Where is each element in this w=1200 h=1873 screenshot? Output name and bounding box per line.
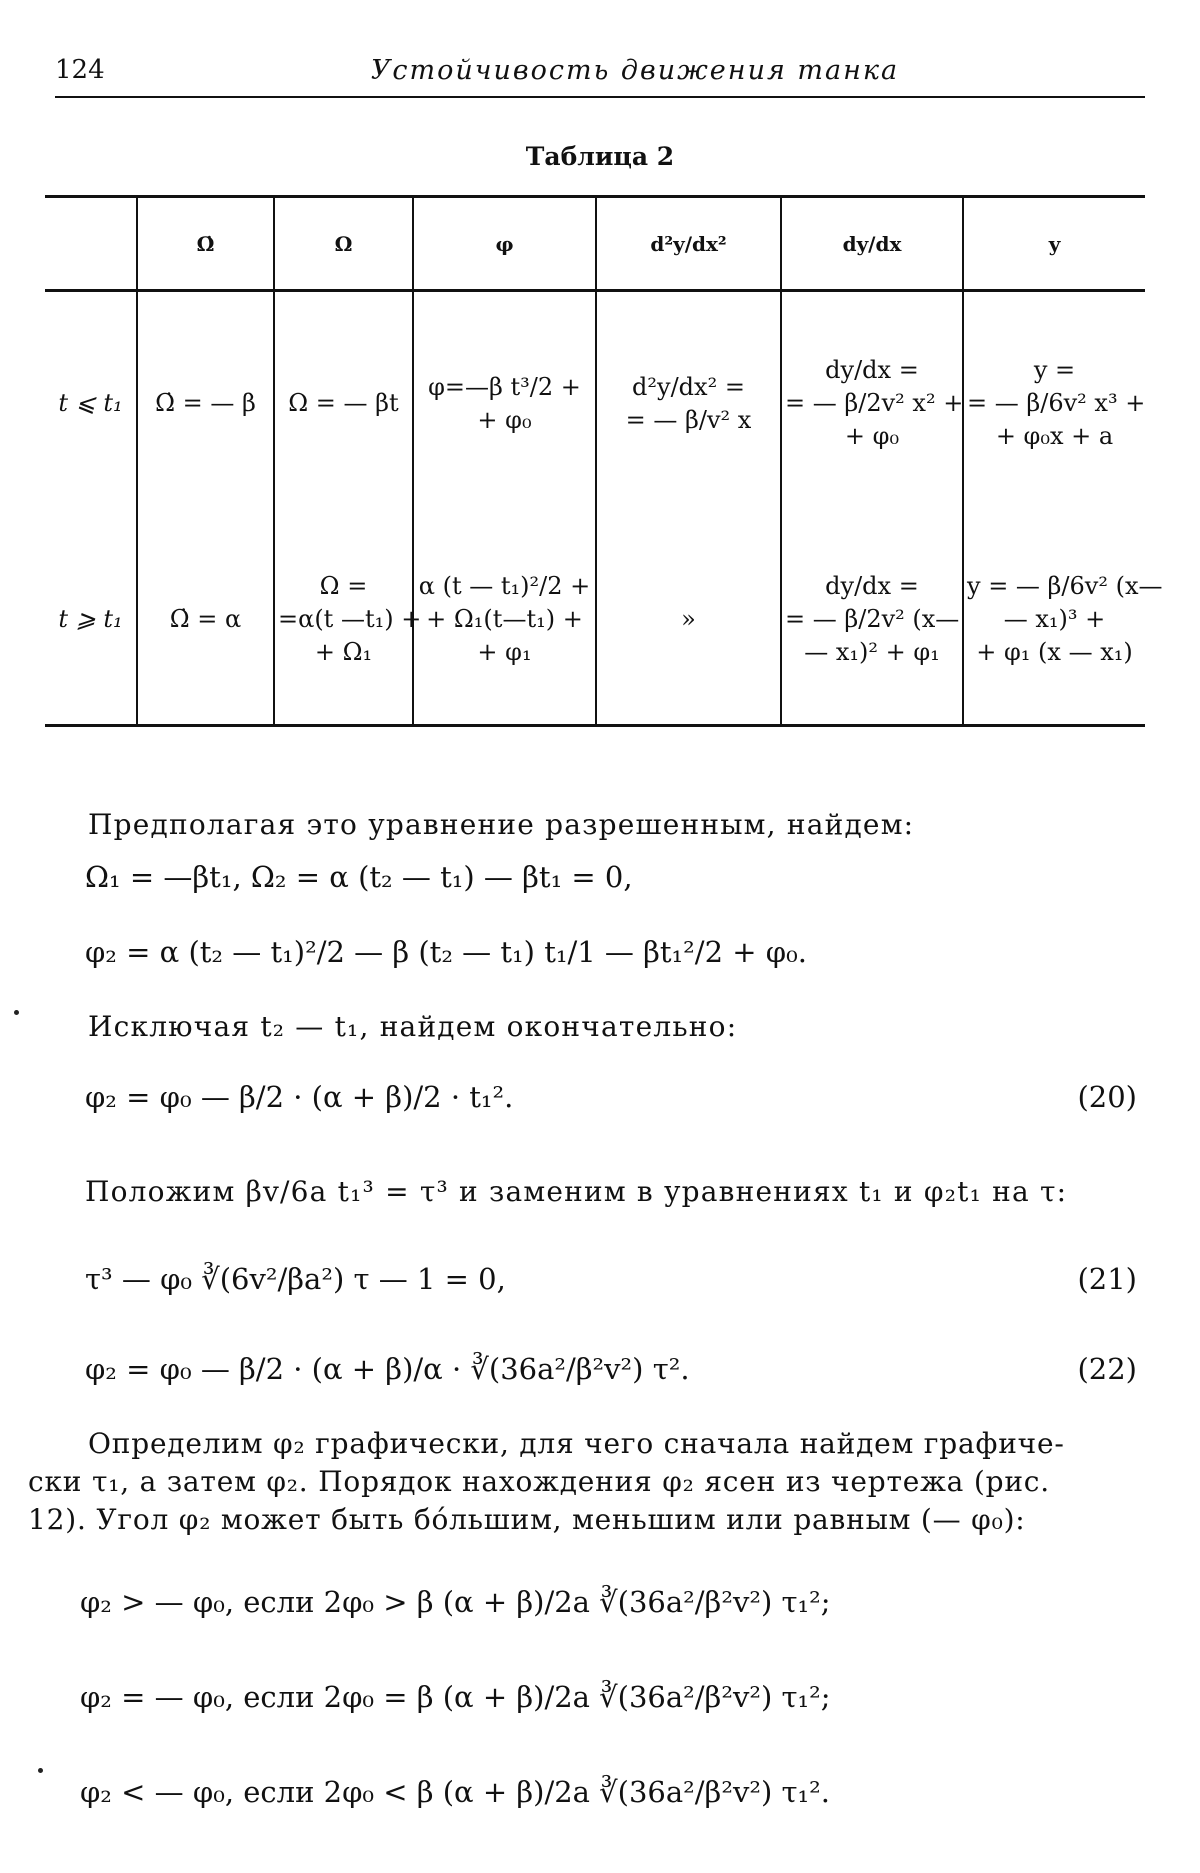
cell-line: Ω̇ = α [169, 605, 242, 634]
equation-22: φ₂ = φ₀ — β/2 · (α + β)/α · ∛(36a²/β²v²) τ². [85, 1352, 690, 1386]
table-header-cell [45, 197, 137, 291]
table-header-cell: φ [413, 197, 596, 291]
cell-line: + φ₀ [477, 405, 532, 434]
table-row [45, 516, 1145, 726]
cell-line: + Ω₁ [314, 638, 373, 667]
equation-20: φ₂ = φ₀ — β/2 · (α + β)/2 · t₁². [85, 1080, 514, 1114]
table-cell [274, 291, 413, 516]
running-title: Устойчивость движения танка [370, 55, 900, 86]
cell-line: » [681, 605, 696, 634]
condition-greater: φ₂ > — φ₀, если 2φ₀ > β (α + β)/2a ∛(36a²/β²v²) τ₁²; [80, 1585, 831, 1619]
cell-line: — x₁)³ + [1003, 605, 1106, 634]
cell-line: Ω̇ = — β [155, 389, 256, 418]
equation-omega: Ω₁ = —βt₁, Ω₂ = α (t₂ — t₁) — βt₁ = 0, [85, 860, 633, 894]
header-rule [55, 96, 1145, 98]
paragraph-graphical [28, 1425, 1143, 1539]
table-header-cell: d²y/dx² [596, 197, 781, 291]
table-header-cell: Ω̇ [137, 197, 274, 291]
cell-line: Ω = — βt [288, 389, 399, 418]
cell-line: + φ₀ [844, 422, 900, 451]
table-cell [274, 516, 422, 726]
table-header-cell: y [963, 197, 1145, 291]
condition-equal: φ₂ = — φ₀, если 2φ₀ = β (α + β)/2a ∛(36a²/β²v²) τ₁²; [80, 1680, 831, 1714]
cell-line: = — β/6v² x³ + [967, 389, 1146, 418]
paragraph-line: ски τ₁, а затем φ₂. Порядок нахождения φ₂ ясен из чертежа (рис. [28, 1465, 1050, 1498]
equation-phi2: φ₂ = α (t₂ — t₁)²/2 — β (t₂ — t₁) t₁/1 — βt₁²/2 + φ₀. [85, 935, 807, 969]
cell-line: + Ω₁(t—t₁) + [426, 605, 583, 634]
table-cell [137, 291, 274, 516]
equation-21: τ³ — φ₀ ∛(6v²/βa²) τ — 1 = 0, [85, 1262, 506, 1296]
equation-number-22: (22) [1077, 1352, 1137, 1386]
table-cell [596, 516, 781, 726]
row-label: t ⩾ t₁ [58, 605, 123, 634]
paragraph-line: 12). Угол φ₂ может быть бóльшим, меньшим или равным (— φ₀): [28, 1503, 1026, 1536]
table-cell [137, 516, 274, 726]
equation-number-21: (21) [1077, 1262, 1137, 1296]
cell-line: + φ₁ (x — x₁) [976, 638, 1133, 667]
cell-line: = — β/2v² x² + [785, 389, 964, 418]
cell-line: — x₁)² + φ₁ [804, 638, 940, 667]
cell-line: + φ₁ [477, 638, 532, 667]
paragraph-exclude: Исключая t₂ — t₁, найдем окончательно: [88, 1010, 738, 1043]
paragraph-substitute: Положим βv/6a t₁³ = τ³ и заменим в уравнениях t₁ и φ₂t₁ на τ: [85, 1175, 1068, 1208]
page-number: 124 [55, 55, 105, 85]
condition-less: φ₂ < — φ₀, если 2φ₀ < β (α + β)/2a ∛(36a²/β²v²) τ₁². [80, 1775, 830, 1809]
table-cell [963, 291, 1145, 516]
cell-line: dy/dx = [825, 356, 919, 385]
table-header-cell: Ω [274, 197, 413, 291]
cell-line: dy/dx = [825, 572, 919, 601]
cell-line: φ=—β t³/2 + [428, 372, 581, 401]
table-row [45, 291, 1145, 516]
cell-line: = — β/v² x [625, 405, 752, 434]
paragraph-line: Определим φ₂ графически, для чего сначала найдем графиче- [88, 1427, 1065, 1460]
cell-line: + φ₀x + a [995, 422, 1114, 451]
table-caption: Таблица 2 [525, 142, 675, 171]
equation-number-20: (20) [1077, 1080, 1137, 1114]
page-header [55, 55, 1145, 95]
scan-speck [14, 1010, 19, 1015]
table-cell [413, 291, 596, 516]
paragraph-assume: Предполагая это уравнение разрешенным, найдем: [88, 808, 915, 841]
table-cell [596, 291, 781, 516]
motion-table [45, 195, 1163, 727]
cell-line: = — β/2v² (x— [785, 605, 960, 634]
table-header-row [45, 197, 1145, 291]
scan-speck [38, 1768, 43, 1773]
table-cell [781, 516, 963, 726]
cell-line: Ω = [319, 572, 368, 601]
cell-line: y = — β/6v² (x— [967, 572, 1163, 601]
row-label: t ⩽ t₁ [58, 389, 123, 418]
table-cell [781, 291, 963, 516]
cell-line: α (t — t₁)²/2 + [418, 572, 591, 601]
cell-line: =α(t —t₁) + [278, 605, 422, 634]
table-cell [963, 516, 1163, 726]
cell-line: d²y/dx² = [632, 372, 745, 401]
cell-line: y = [1033, 356, 1076, 385]
table-cell [413, 516, 596, 726]
table-header-cell: dy/dx [781, 197, 963, 291]
